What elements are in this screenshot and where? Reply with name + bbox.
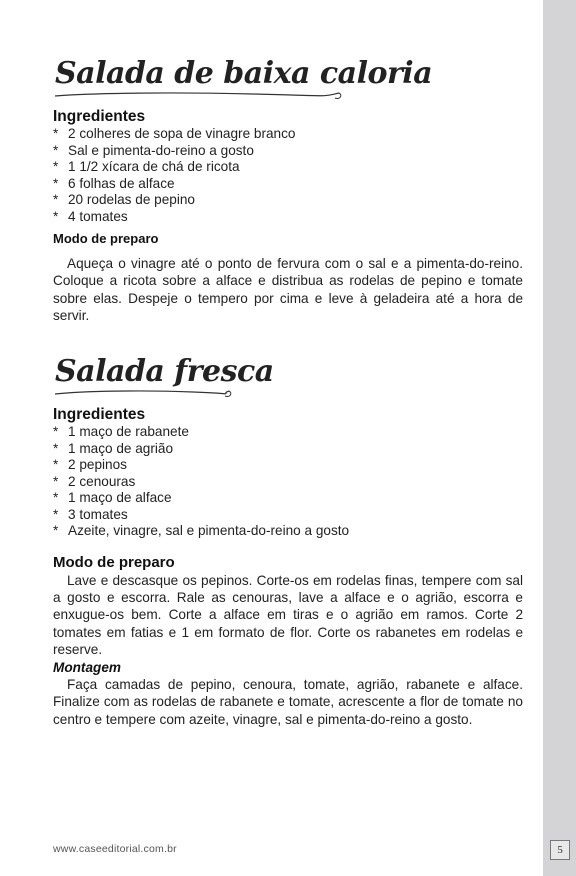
page-margin-bar [543, 0, 576, 876]
recipe-title: Salada fresca [55, 354, 274, 389]
list-item: * 4 tomates [53, 208, 128, 224]
ingredients-list [53, 126, 523, 225]
footer-url: www.caseeditorial.com.br [53, 843, 177, 855]
assembly-text: Faça camadas de pepino, cenoura, tomate, agrião, rabanete e alface. Finalize com as rodelas de rabanete e tomate, acrescente a flor de tomate no centro e tempere com azeite, vinagre, sal e pimenta-do-reino a gosto. [53, 676, 523, 727]
method-text: Lave e descasque os pepinos. Corte-os em rodelas finas, tempere com sal a gosto e escorra. Rale as cenouras, lave a alface e o agrião, escorra e enxugue-os bem. Corte a alface em tiras e o agrião em ramos. Corte 2 tomates em fatias e 1 em formato de flor. Corte os rabanetes em rodelas e reserve. [53, 572, 523, 658]
list-item: * 1 maço de rabanete [53, 424, 189, 439]
list-item: * 3 tomates [53, 506, 128, 522]
page-number: 5 [550, 840, 570, 860]
ingredients-list [53, 424, 523, 540]
method-text: Aqueça o vinagre até o ponto de fervura com o sal e a pimenta-do-reino. Coloque a ricota sobre a alface e distribua as rodelas de pepino e tomate sobre elas. Despeje o tempero por cima e leve à geladeira até a hora de servir. [53, 256, 523, 324]
recipe-section-1 [53, 52, 523, 325]
list-item: * 6 folhas de alface [53, 175, 175, 191]
list-item: * 2 cenouras [53, 473, 136, 489]
recipe-title: Salada de baixa caloria [55, 56, 433, 91]
list-item: * 20 rodelas de pepino [53, 192, 195, 207]
list-item: * Azeite, vinagre, sal e pimenta-do-reino a gosto [53, 523, 350, 538]
recipe-section-2 [53, 350, 523, 728]
ingredients-heading: Ingredientes [53, 108, 146, 125]
title-underline [53, 388, 233, 402]
ingredients-heading: Ingredientes [53, 406, 146, 423]
title-underline [53, 90, 343, 104]
recipe-title-block [53, 350, 523, 406]
method-heading: Modo de preparo [53, 231, 159, 246]
recipe-title-block [53, 52, 523, 108]
list-item: * 1 1/2 xícara de chá de ricota [53, 159, 240, 174]
list-item: * Sal e pimenta-do-reino a gosto [53, 142, 254, 158]
list-item: * 2 colheres de sopa de vinagre branco [53, 126, 296, 141]
method-heading: Modo de preparo [53, 553, 175, 571]
list-item: * 2 pepinos [53, 457, 127, 472]
list-item: * 1 maço de agrião [53, 440, 174, 456]
list-item: * 1 maço de alface [53, 490, 172, 505]
assembly-heading: Montagem [53, 659, 121, 675]
